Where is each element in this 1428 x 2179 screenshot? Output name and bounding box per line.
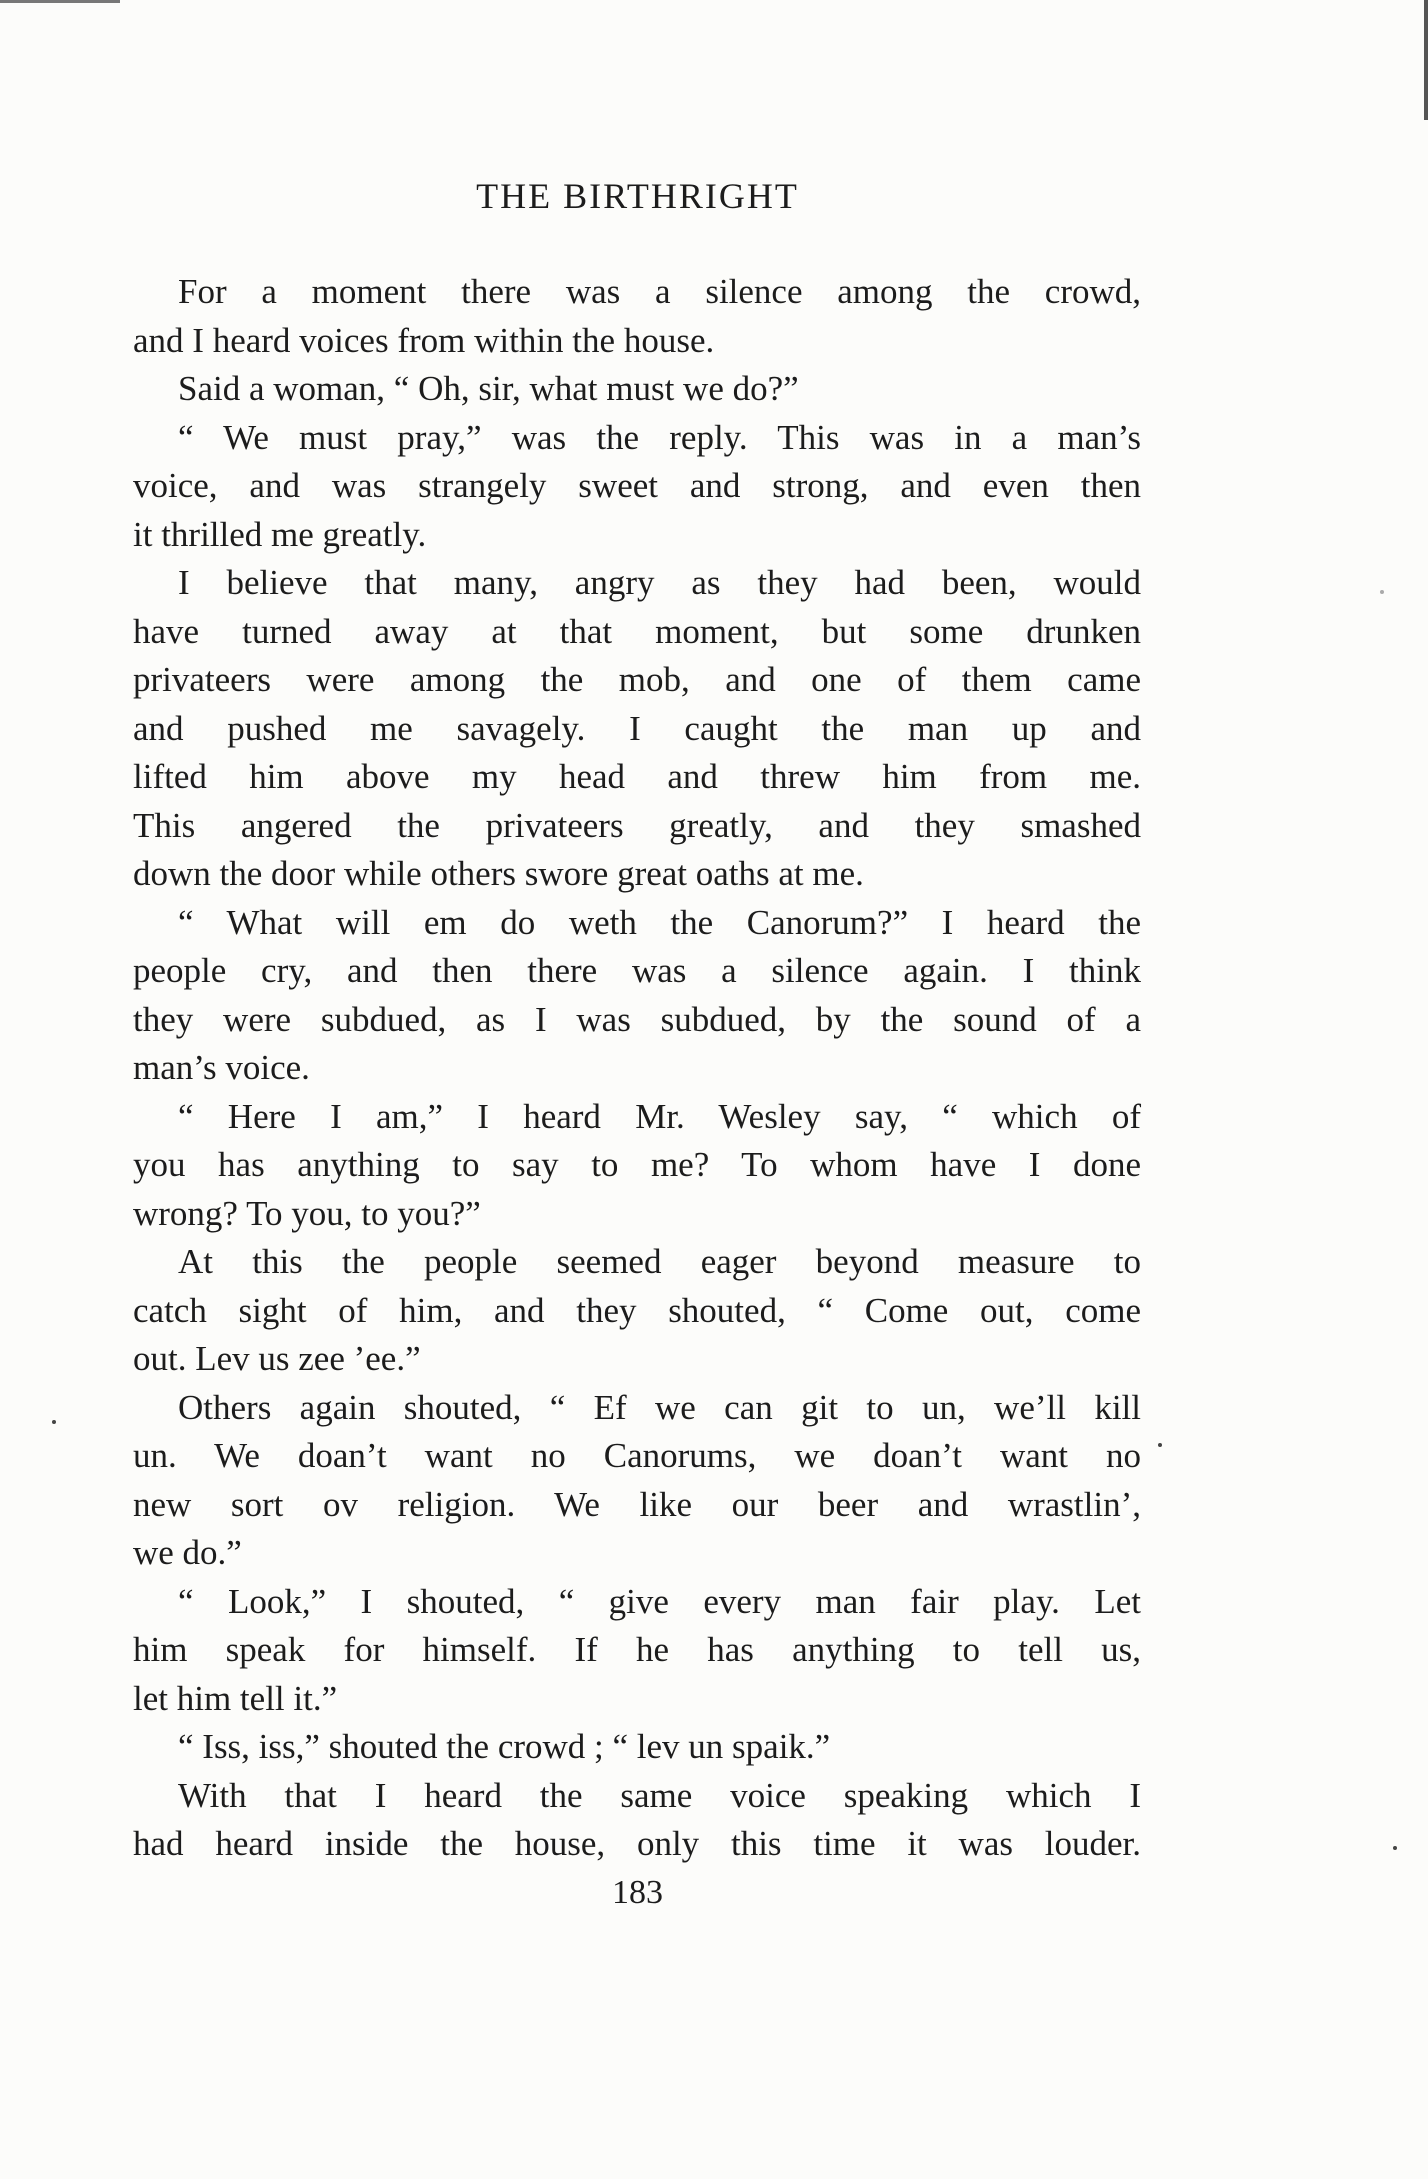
text-line: out. Lev us zee ’ee.”	[133, 1339, 421, 1378]
paragraph	[133, 899, 1141, 1093]
text-line: him speak for himself. If he has anything to tell us,	[133, 1630, 1141, 1669]
text-line: “ Iss, iss,” shouted the crowd ; “ lev un spaik.”	[178, 1727, 831, 1766]
paper-speck	[1380, 590, 1384, 594]
running-header: THE BIRTHRIGHT	[476, 176, 799, 216]
paragraph	[133, 1772, 1141, 1869]
text-line: Said a woman, “ Oh, sir, what must we do?”	[178, 369, 799, 408]
text-line: had heard inside the house, only this time it was louder.	[133, 1824, 1141, 1863]
text-line: For a moment there was a silence among the crowd,	[178, 272, 1141, 311]
text-line: “ Look,” I shouted, “ give every man fair play. Let	[178, 1581, 1141, 1621]
text-line: man’s voice.	[133, 1048, 310, 1087]
paragraph	[133, 365, 1141, 414]
text-line: new sort ov religion. We like our beer and wrastlin’,	[133, 1484, 1141, 1524]
text-line: un. We doan’t want no Canorums, we doan’t want no	[133, 1436, 1141, 1475]
page-edge-mark	[0, 0, 120, 3]
text-line: it thrilled me greatly.	[133, 514, 427, 554]
text-line: let him tell it.”	[133, 1678, 338, 1718]
body-text	[133, 268, 1141, 1869]
paragraph	[133, 1723, 1141, 1772]
text-line: and pushed me savagely. I caught the man up and	[133, 708, 1141, 748]
paragraph	[133, 414, 1141, 560]
text-line: lifted him above my head and threw him from me.	[133, 757, 1141, 796]
text-line: you has anything to say to me? To whom have I done	[133, 1145, 1141, 1184]
text-line: people cry, and then there was a silence again. I think	[133, 951, 1141, 990]
paragraph	[133, 1093, 1141, 1239]
paragraph	[133, 1384, 1141, 1578]
text-line: privateers were among the mob, and one of them came	[133, 660, 1141, 699]
paragraph	[133, 268, 1141, 365]
text-line: I believe that many, angry as they had been, would	[178, 563, 1141, 602]
paragraph	[133, 559, 1141, 899]
text-line: catch sight of him, and they shouted, “ Come out, come	[133, 1290, 1141, 1330]
paper-speck	[1158, 1443, 1162, 1447]
text-line: wrong? To you, to you?”	[133, 1193, 481, 1233]
text-line: Others again shouted, “ Ef we can git to un, we’ll kill	[178, 1387, 1141, 1427]
text-line: voice, and was strangely sweet and strong, and even then	[133, 466, 1141, 505]
text-line: “ Here I am,” I heard Mr. Wesley say, “ which of	[178, 1096, 1141, 1136]
text-line: they were subdued, as I was subdued, by the sound of a	[133, 999, 1141, 1039]
text-line: have turned away at that moment, but some drunken	[133, 611, 1141, 651]
text-line: and I heard voices from within the house.	[133, 320, 715, 360]
paper-speck	[1393, 1846, 1397, 1850]
text-line: This angered the privateers greatly, and they smashed	[133, 805, 1141, 845]
paragraph	[133, 1238, 1141, 1384]
text-line: At this the people seemed eager beyond measure to	[178, 1242, 1141, 1281]
text-line: we do.”	[133, 1533, 242, 1572]
page-number: 183	[612, 1874, 663, 1911]
text-line: With that I heard the same voice speaking which I	[178, 1775, 1141, 1815]
paragraph	[133, 1578, 1141, 1724]
text-line: “ What will em do weth the Canorum?” I heard the	[178, 902, 1141, 942]
page-edge-mark	[1424, 0, 1428, 120]
text-line: “ We must pray,” was the reply. This was in a man’s	[178, 417, 1141, 457]
paper-speck	[52, 1420, 56, 1424]
text-line: down the door while others swore great oaths at me.	[133, 854, 864, 893]
